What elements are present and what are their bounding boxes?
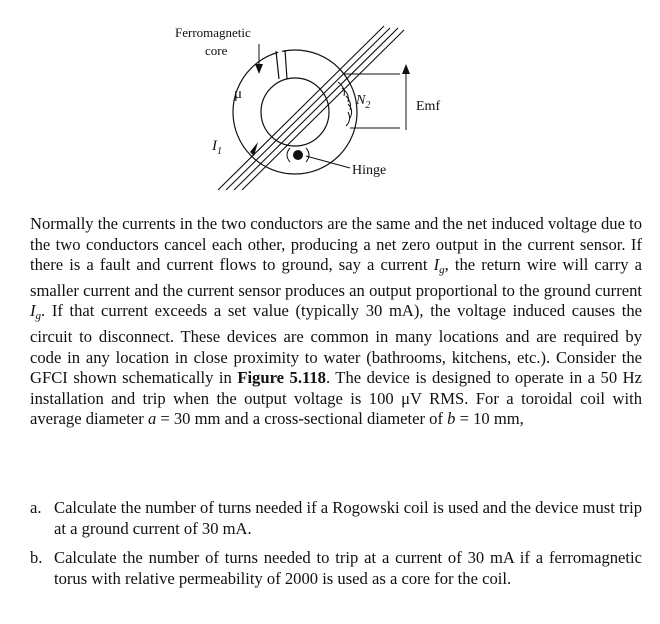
question-item-b [30, 548, 642, 589]
gfci-schematic [0, 0, 660, 200]
problem-paragraph: Normally the currents in the two conductors are the same and the net induced voltage due to the two conductors cancel each other, producing a net zero output in the current sensor. If there is a fault and current flows to ground, say a current $I_g$, the return wire will carry a smaller current and the current sensor produces an output proportional to the ground current $I_g$. If that current exceeds a set value (typically 30 mA), the voltage induced causes the circuit to disconnect. These devices are common in many locations and are required by code in any location in close proximity to water (bathrooms, kitchens, etc.). Consider the GFCI shown schematically in Figure 5.118. The device is designed to operate in a 50 Hz installation and trip when the output voltage is 100 μV RMS. For a toroidal coil with average diameter a = 30 mm and a cross-sectional diameter of b = 10 mm, [30, 214, 642, 429]
label-ferromagnetic: Ferromagnetic [175, 25, 251, 40]
current-arrowhead [250, 142, 258, 156]
label-current: $I_1$ [212, 138, 222, 157]
item-text: Calculate the number of turns needed to trip at a current of 30 mA if a ferromagnetic torus with relative permeability of 2000 is used as a core for the coil. [54, 548, 642, 588]
item-text: Calculate the number of turns needed if a Rogowski coil is used and the device must trip at a ground current of 30 mA. [54, 498, 643, 538]
core-pointer-arrowhead [255, 64, 263, 74]
hinge-pointer [306, 156, 350, 168]
item-marker: b. [30, 548, 43, 567]
hinge-pin [293, 150, 303, 160]
question-item-a [30, 498, 642, 539]
label-hinge: Hinge [352, 163, 387, 178]
label-core: core [205, 43, 228, 58]
item-marker: a. [30, 498, 42, 517]
emf-arrowhead [402, 64, 410, 74]
label-emf: Emf [416, 99, 441, 114]
label-mu: μ [234, 86, 243, 102]
label-winding: $N_2$ [356, 93, 371, 111]
figure-reference: Figure 5.118 [237, 368, 326, 388]
